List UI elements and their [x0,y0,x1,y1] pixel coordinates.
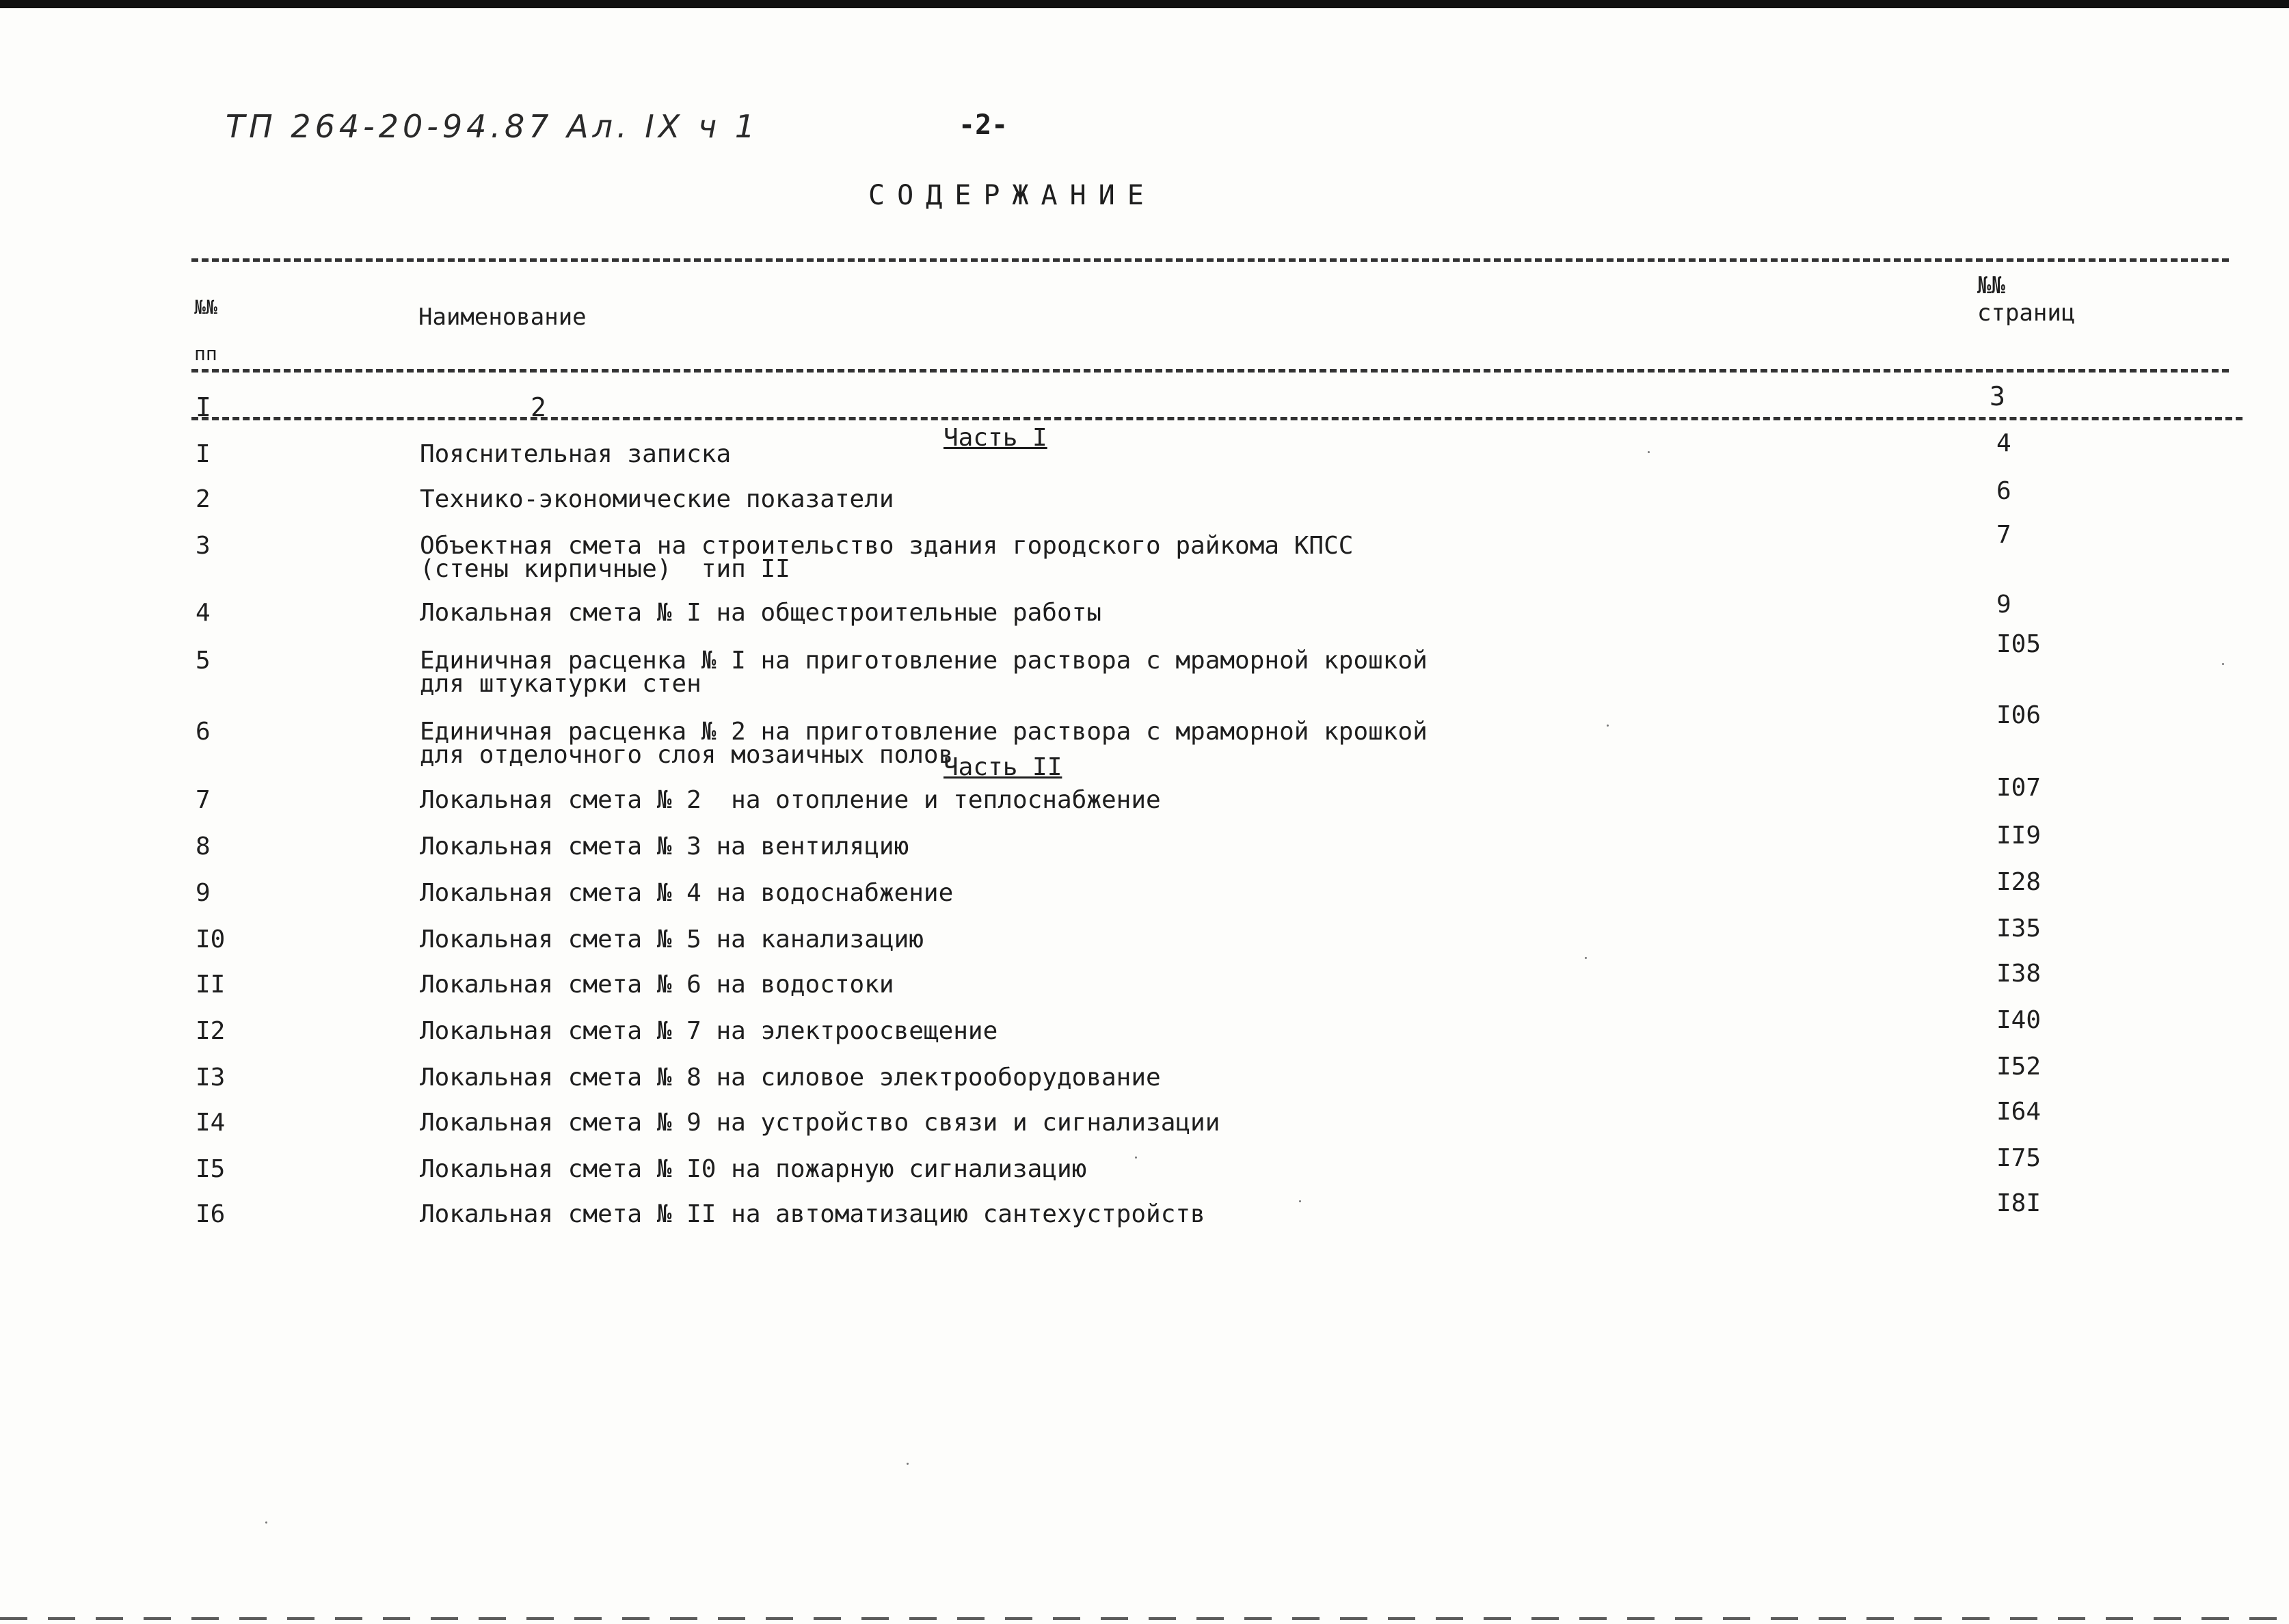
row-page: 6 [1996,477,2011,505]
scan-speck [1607,725,1609,727]
row-number: 5 [196,647,211,675]
row-name: Локальная смета № 2 на отопление и теплоснабжение [420,786,1161,814]
column-number-2: 2 [531,392,546,422]
row-name: Локальная смета № I0 на пожарную сигнализацию [420,1155,1087,1183]
header-pages: №№ страниц [1977,272,2076,327]
row-page: I38 [1996,960,2042,988]
row-number: 6 [196,718,211,746]
row-number: 8 [196,833,211,861]
table-top-rule [191,258,2229,262]
row-number: I [196,440,211,468]
part-heading-1: Часть I [943,424,1047,452]
scan-speck [1648,451,1650,453]
page-number: -2- [959,109,1008,141]
row-page: 4 [1996,429,2011,457]
row-name: Объектная смета на строительство здания городского райкома КПСС (стены кирпичные) тип II [420,532,1354,583]
row-name: Локальная смета № 9 на устройство связи и сигнализации [420,1109,1220,1137]
row-page: I07 [1996,774,2042,802]
row-number: 2 [196,485,211,513]
row-page: 9 [1996,591,2011,619]
row-name: Локальная смета № II на автоматизацию сантехустройств [420,1200,1205,1228]
row-page: I06 [1996,701,2042,729]
scan-top-edge [0,0,2289,8]
header-num: №№ пп [194,296,217,365]
row-number: I3 [196,1064,226,1092]
row-number: 7 [196,786,211,814]
row-name: Локальная смета № 4 на водоснабжение [420,879,954,907]
header-bottom-rule [191,369,2229,373]
column-number-1: I [196,392,211,422]
row-page: I64 [1996,1098,2042,1126]
row-name: Пояснительная записка [420,440,732,468]
row-number: 9 [196,879,211,907]
row-name: Локальная смета № 8 на силовое электрооборудование [420,1064,1161,1092]
row-number: II [196,971,226,999]
scan-speck [1135,1156,1137,1159]
row-page: I35 [1996,915,2042,943]
row-page: I52 [1996,1053,2042,1081]
row-number: I6 [196,1200,226,1228]
row-page: 7 [1996,521,2011,549]
row-name: Локальная смета № 6 на водостоки [420,971,894,999]
scan-speck [1585,957,1587,959]
row-page: I40 [1996,1006,2042,1034]
row-number: I0 [196,925,226,953]
row-number: I4 [196,1109,226,1137]
row-number: 4 [196,599,211,627]
row-page: I05 [1996,630,2042,658]
row-page: I28 [1996,868,2042,896]
column-numbers-rule [191,417,2243,420]
row-name: Локальная смета № 5 на канализацию [420,925,924,953]
document-code: ТП 264-20-94.87 Ал. IX ч 1 [226,108,760,145]
row-name: Локальная смета № 7 на электроосвещение [420,1017,998,1045]
row-number: I2 [196,1017,226,1045]
header-name: Наименование [418,303,587,331]
scan-speck [265,1521,267,1524]
page-title: СОДЕРЖАНИЕ [868,180,1156,211]
scan-speck [907,1463,909,1465]
row-number: 3 [196,532,211,560]
row-page: II9 [1996,822,2042,850]
row-name: Локальная смета № 3 на вентиляцию [420,833,909,861]
row-number: I5 [196,1155,226,1183]
row-name: Технико-экономические показатели [420,485,894,513]
row-name: Локальная смета № I на общестроительные работы [420,599,1101,627]
scan-speck [2222,663,2224,665]
row-page: I75 [1996,1144,2042,1172]
part-heading-2: Часть II [943,753,1062,781]
row-name: Единичная расценка № 2 на приготовление раствора с мраморной крошкой для отделочного слоя мозаичных полов [420,718,1428,769]
column-number-3: 3 [1990,381,2005,411]
scan-speck [1299,1200,1301,1202]
row-name: Единичная расценка № I на приготовление раствора с мраморной крошкой для штукатурки стен [420,647,1428,698]
row-page: I8I [1996,1189,2042,1217]
scan-bottom-edge [0,1617,2289,1620]
